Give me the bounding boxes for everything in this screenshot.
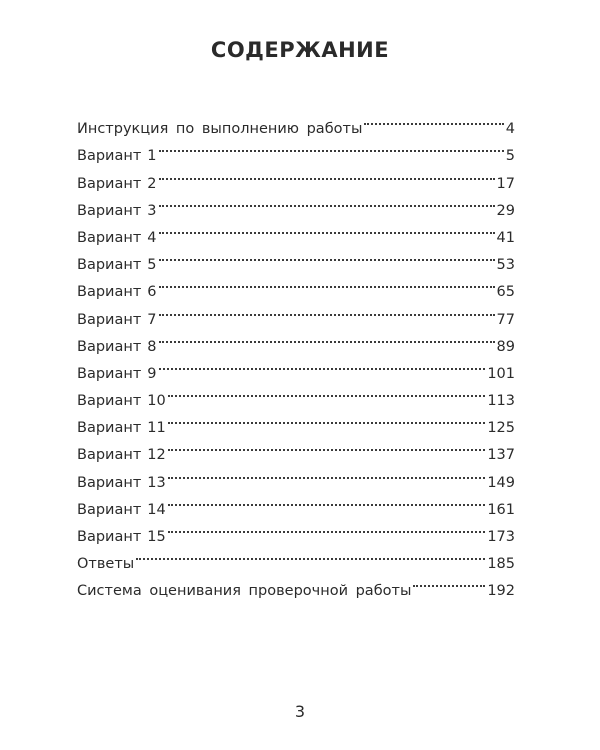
toc-entry-label: Система оценивания проверочной работы [77, 583, 412, 600]
toc-entry-label: Вариант 2 [77, 175, 157, 192]
toc-dot-leader [136, 541, 485, 568]
toc-dot-leader [168, 459, 486, 486]
toc-dot-leader [159, 133, 504, 160]
page-number: 3 [294, 702, 306, 721]
toc-entry-page: 192 [487, 583, 515, 600]
toc-entry-answers [77, 541, 515, 573]
toc-dot-leader [168, 514, 486, 541]
toc-entry-label: Вариант 9 [77, 365, 157, 382]
toc-entry-label: Вариант 10 [77, 393, 166, 410]
toc-dot-leader [168, 487, 486, 514]
toc-entry-grading-system [77, 568, 515, 600]
toc-entry-page: 65 [496, 284, 515, 301]
toc-entry-page: 161 [487, 501, 515, 518]
toc-dot-leader [159, 324, 495, 351]
toc-dot-leader [159, 296, 495, 323]
toc-entry-label: Вариант 13 [77, 474, 166, 491]
toc-entry-instructions [77, 106, 515, 138]
toc-entry-label: Вариант 8 [77, 338, 157, 355]
toc-entry-label: Вариант 14 [77, 501, 166, 518]
toc-dot-leader [413, 568, 485, 595]
table-of-contents [77, 106, 515, 600]
toc-entry-page: 101 [487, 365, 515, 382]
page-title: СОДЕРЖАНИЕ [210, 38, 390, 62]
toc-dot-leader [159, 215, 495, 242]
toc-entry-label: Вариант 11 [77, 420, 166, 437]
toc-entry-page: 17 [496, 175, 515, 192]
toc-dot-leader [159, 269, 495, 296]
toc-entry-label: Вариант 6 [77, 284, 157, 301]
toc-dot-leader [168, 378, 486, 405]
toc-entry-page: 41 [496, 229, 515, 246]
toc-entry-page: 29 [496, 202, 515, 219]
toc-entry-page: 113 [487, 393, 515, 410]
toc-entry-page: 53 [496, 257, 515, 274]
toc-entry-page: 137 [487, 447, 515, 464]
toc-dot-leader [168, 432, 486, 459]
toc-dot-leader [159, 160, 495, 187]
toc-entry-page: 125 [487, 420, 515, 437]
toc-dot-leader [364, 106, 503, 133]
toc-entry-label: Вариант 4 [77, 229, 157, 246]
toc-entry-page: 77 [496, 311, 515, 328]
toc-entry-label: Вариант 1 [77, 148, 157, 165]
toc-entry-page: 4 [505, 121, 515, 138]
toc-entry-label: Вариант 7 [77, 311, 157, 328]
toc-entry-label: Ответы [77, 556, 135, 573]
toc-dot-leader [159, 351, 486, 378]
toc-entry-page: 185 [487, 556, 515, 573]
toc-entry-page: 149 [487, 474, 515, 491]
toc-entry-label: Вариант 3 [77, 202, 157, 219]
toc-dot-leader [168, 405, 486, 432]
toc-entry-page: 89 [496, 338, 515, 355]
toc-dot-leader [159, 188, 495, 215]
toc-entry-label: Вариант 5 [77, 257, 157, 274]
toc-dot-leader [159, 242, 495, 269]
toc-entry-label: Вариант 15 [77, 529, 166, 545]
toc-entry-page: 173 [487, 529, 515, 545]
toc-entry-page: 5 [505, 148, 515, 165]
toc-entry-label: Вариант 12 [77, 447, 166, 464]
toc-entry-label: Инструкция по выполнению работы [77, 121, 363, 138]
